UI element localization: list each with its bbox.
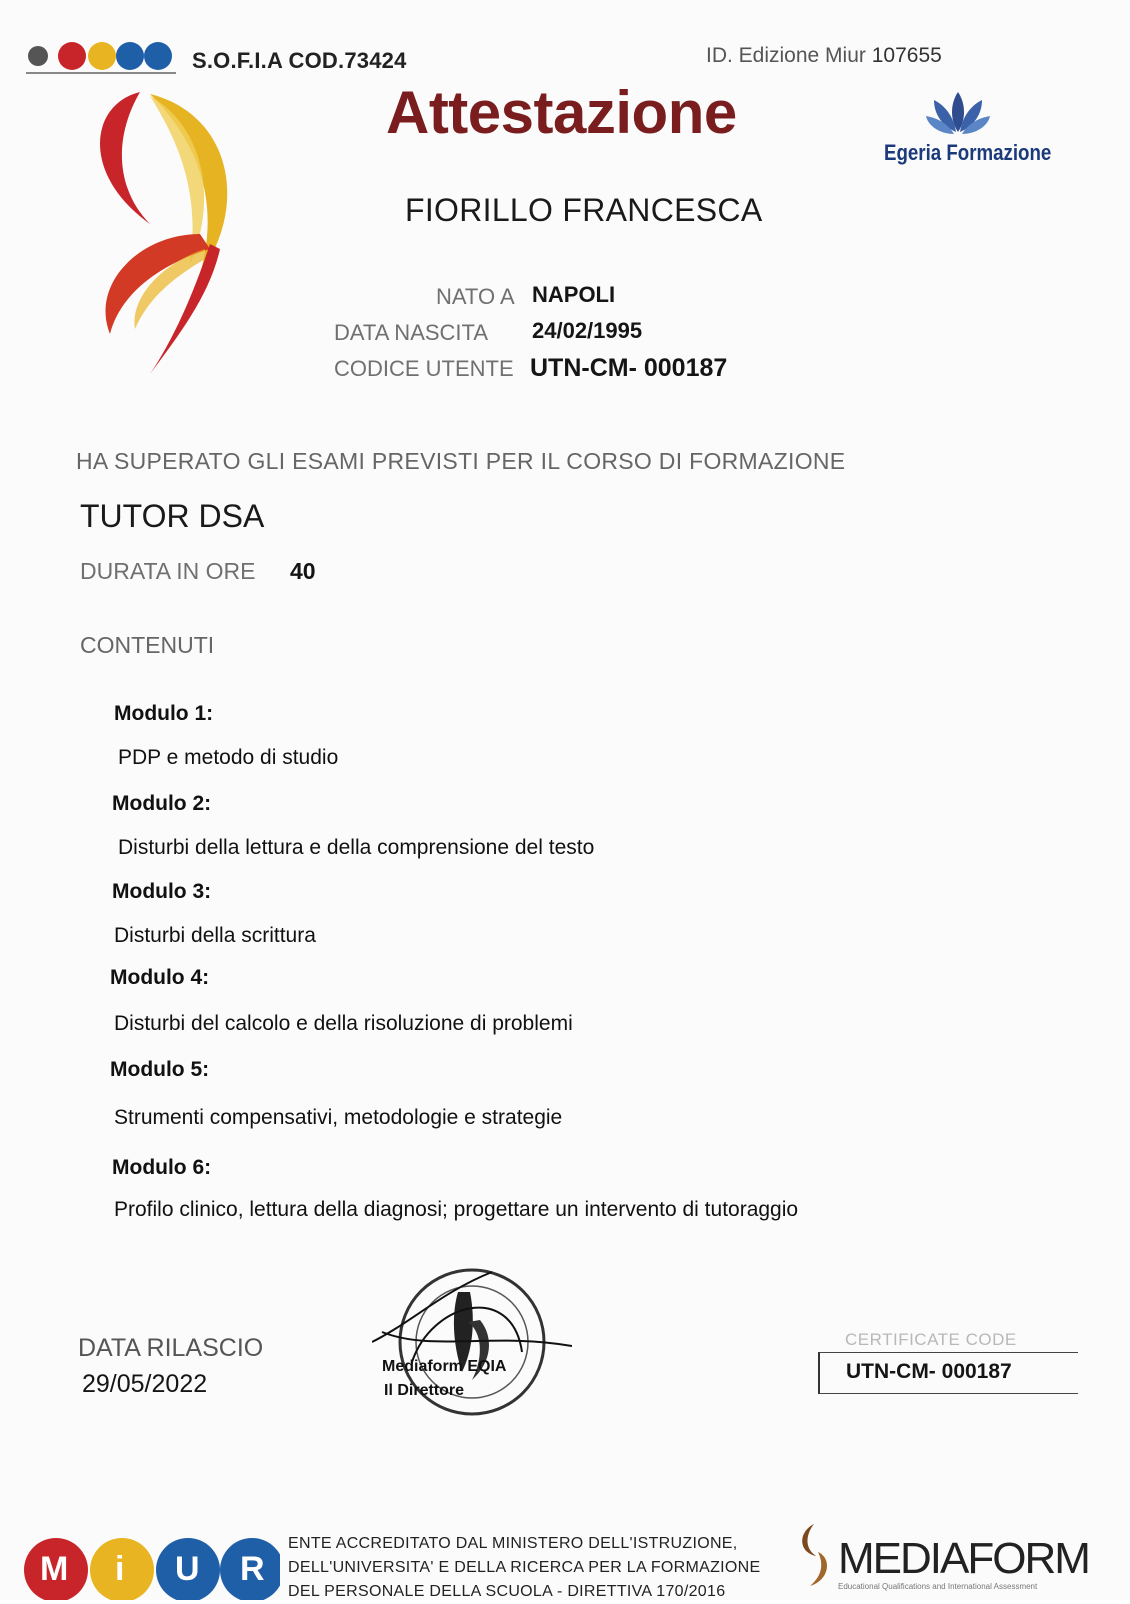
user-code-label: CODICE UTENTE — [334, 356, 514, 381]
page-title: Attestazione — [386, 79, 737, 146]
certificate-code-value: UTN-CM- 000187 — [846, 1360, 1012, 1383]
module-1-desc: PDP e metodo di studio — [118, 746, 339, 769]
module-3-desc: Disturbi della scrittura — [114, 924, 316, 947]
accreditation-line-3: DEL PERSONALE DELLA SCUOLA - DIRETTIVA 170/2016 — [288, 1583, 726, 1600]
egeria-brand: Egeria Formazione — [884, 140, 1052, 165]
module-6-title: Modulo 6: — [112, 1156, 212, 1179]
id-edizione-value: 107655 — [871, 44, 942, 67]
miur-letter-r: R — [240, 1550, 265, 1588]
id-edizione-label: ID. Edizione Miur — [706, 44, 866, 67]
mediaform-mark-icon — [794, 1522, 834, 1588]
module-4-title: Modulo 4: — [110, 966, 210, 989]
miur-letter-i: i — [115, 1550, 125, 1588]
person-name: FIORILLO FRANCESCA — [405, 192, 763, 228]
miur-letter-m: M — [40, 1550, 69, 1588]
signature-role: Il Direttore — [384, 1382, 465, 1399]
duration-label: DURATA IN ORE — [80, 558, 256, 584]
contents-label: CONTENUTI — [80, 632, 215, 658]
miur-small-logo — [26, 40, 176, 78]
user-code-value: UTN-CM- 000187 — [530, 354, 728, 382]
egeria-lotus-icon — [926, 90, 990, 136]
ribbon-logo — [80, 84, 250, 384]
certificate-code-label: CERTIFICATE CODE — [845, 1330, 1017, 1349]
accreditation-line-1: ENTE ACCREDITATO DAL MINISTERO DELL'ISTRUZIONE, — [288, 1535, 738, 1552]
module-5-desc: Strumenti compensativi, metodologie e strategie — [114, 1106, 563, 1129]
module-2-desc: Disturbi della lettura e della comprensione del testo — [118, 836, 595, 859]
birthplace-label: NATO A — [436, 284, 515, 309]
module-6-desc: Profilo clinico, lettura della diagnosi; progettare un intervento di tutoraggio — [114, 1198, 799, 1221]
signature-org: Mediaform EQIA — [382, 1358, 507, 1375]
module-4-desc: Disturbi del calcolo e della risoluzione di problemi — [114, 1012, 573, 1035]
passed-statement: HA SUPERATO GLI ESAMI PREVISTI PER IL CORSO DI FORMAZIONE — [76, 448, 846, 474]
miur-letter-u: U — [175, 1550, 200, 1588]
birthplace-value: NAPOLI — [532, 282, 616, 307]
module-5-title: Modulo 5: — [110, 1058, 210, 1081]
issue-date-label: DATA RILASCIO — [78, 1334, 264, 1362]
birthdate-value: 24/02/1995 — [532, 318, 643, 343]
issue-date-value: 29/05/2022 — [82, 1370, 208, 1398]
module-2-title: Modulo 2: — [112, 792, 212, 815]
accreditation-text — [288, 1532, 761, 1604]
module-3-title: Modulo 3: — [112, 880, 212, 903]
sofia-code: S.O.F.I.A COD.73424 — [192, 48, 407, 73]
birthdate-label: DATA NASCITA — [334, 320, 489, 345]
mediaform-tagline: Educational Qualifications and International Assessment — [838, 1582, 1038, 1591]
id-edizione — [706, 44, 942, 68]
module-1-title: Modulo 1: — [114, 702, 214, 725]
duration-value: 40 — [290, 558, 316, 584]
course-name: TUTOR DSA — [80, 498, 265, 534]
mediaform-brand: MEDIAFORM — [838, 1534, 1089, 1583]
accreditation-line-2: DELL'UNIVERSITA' E DELLA RICERCA PER LA FORMAZIONE — [288, 1559, 761, 1576]
miur-logo-large — [20, 1520, 280, 1600]
